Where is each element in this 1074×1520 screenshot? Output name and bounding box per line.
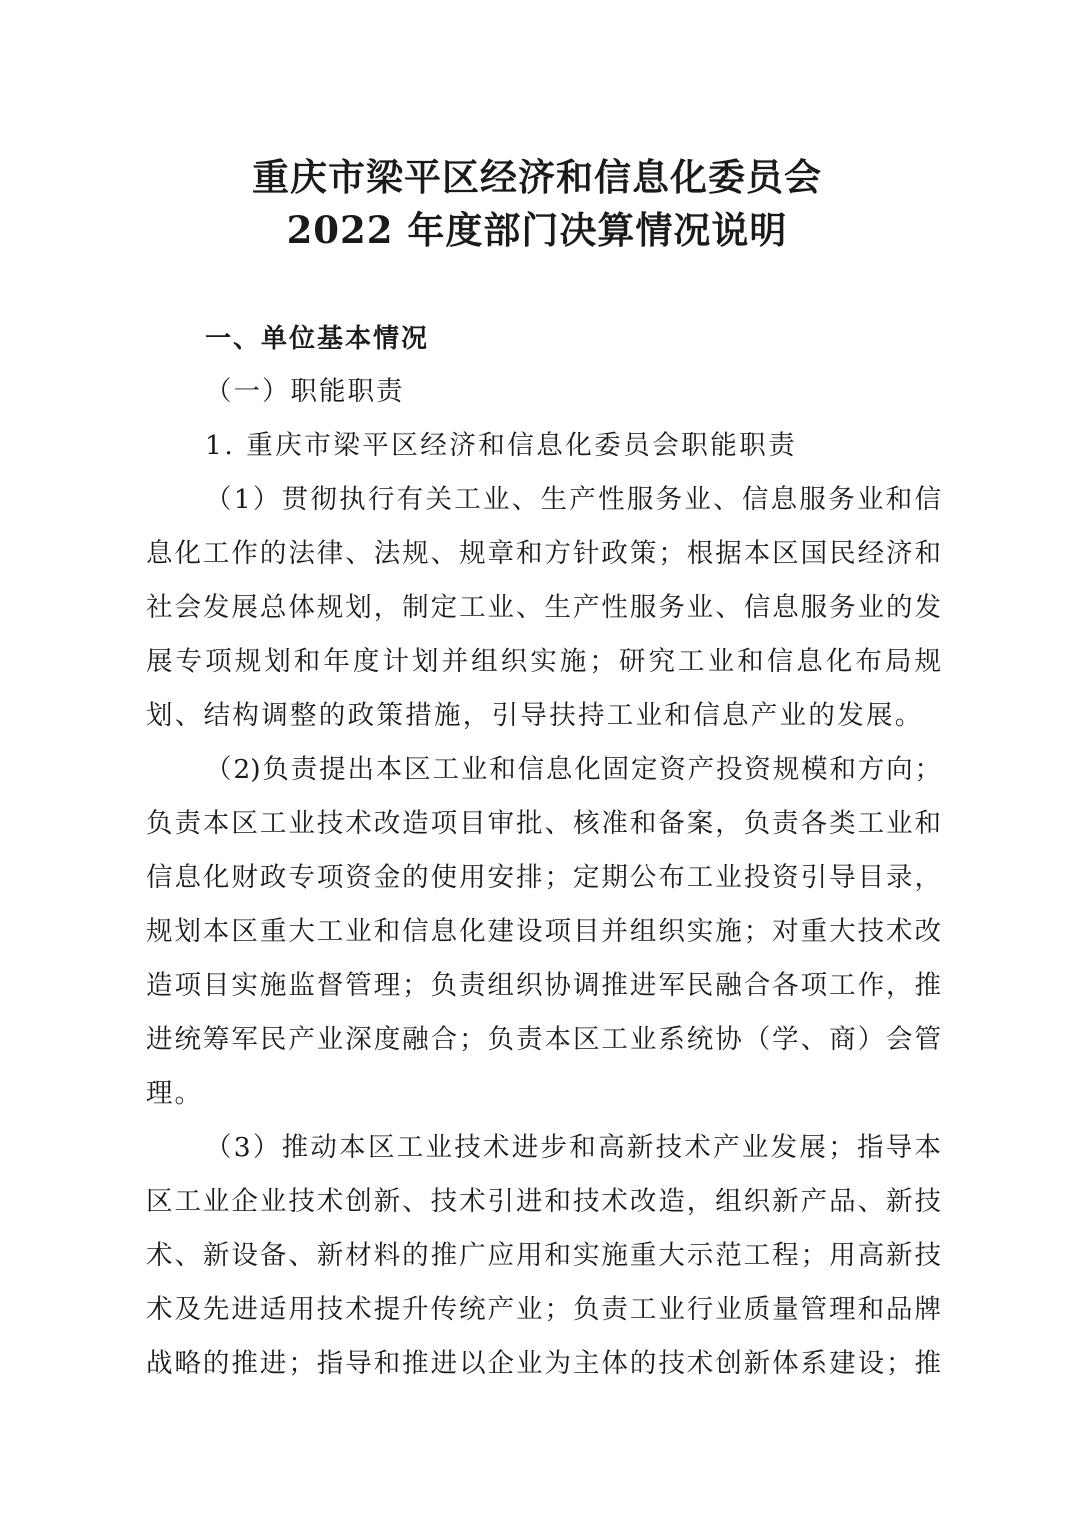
body-line: 信息化财政专项资金的使用安排；定期公布工业投资引导目录， — [146, 862, 941, 893]
body-line: 战略的推进；指导和推进以企业为主体的技术创新体系建设；推 — [146, 1348, 941, 1379]
section-heading: 一、单位基本情况 — [205, 324, 430, 354]
body-line: 息化工作的法律、法规、规章和方针政策；根据本区国民经济和 — [146, 538, 941, 569]
body-line: 展专项规划和年度计划并组织实施；研究工业和信息化布局规 — [146, 646, 941, 677]
body-line: 负责本区工业技术改造项目审批、核准和备案，负责各类工业和 — [146, 808, 941, 839]
body-line: 术、新设备、新材料的推广应用和实施重大示范工程；用高新技 — [146, 1240, 941, 1271]
body-line: 划、结构调整的政策措施，引导扶持工业和信息产业的发展。 — [146, 700, 924, 731]
body-line: 造项目实施监督管理；负责组织协调推进军民融合各项工作，推 — [146, 970, 941, 1001]
body-line: 社会发展总体规划，制定工业、生产性服务业、信息服务业的发 — [146, 592, 941, 623]
body-line: 规划本区重大工业和信息化建设项目并组织实施；对重大技术改 — [146, 916, 941, 947]
body-line: （2)负责提出本区工业和信息化固定资产投资规模和方向； — [205, 754, 941, 785]
body-line: 区工业企业技术创新、技术引进和技术改造，组织新产品、新技 — [146, 1186, 941, 1217]
body-line: （1）贯彻执行有关工业、生产性服务业、信息服务业和信 — [205, 484, 941, 515]
body-line: 进统筹军民产业深度融合；负责本区工业系统协（学、商）会管 — [146, 1024, 941, 1055]
document-title-year: 2022 年度部门决算情况说明 — [286, 208, 788, 252]
subsection-heading: （一）职能职责 — [205, 376, 405, 407]
body-line: （3）推动本区工业技术进步和高新技术产业发展；指导本 — [205, 1132, 941, 1163]
document-title-line-2 — [0, 208, 1074, 253]
document-title-line-1: 重庆市梁平区经济和信息化委员会 — [252, 155, 822, 199]
body-line: 术及先进适用技术提升传统产业；负责工业行业质量管理和品牌 — [146, 1294, 941, 1325]
item-heading: 1. 重庆市梁平区经济和信息化委员会职能职责 — [205, 430, 798, 461]
body-line: 理。 — [146, 1078, 203, 1109]
